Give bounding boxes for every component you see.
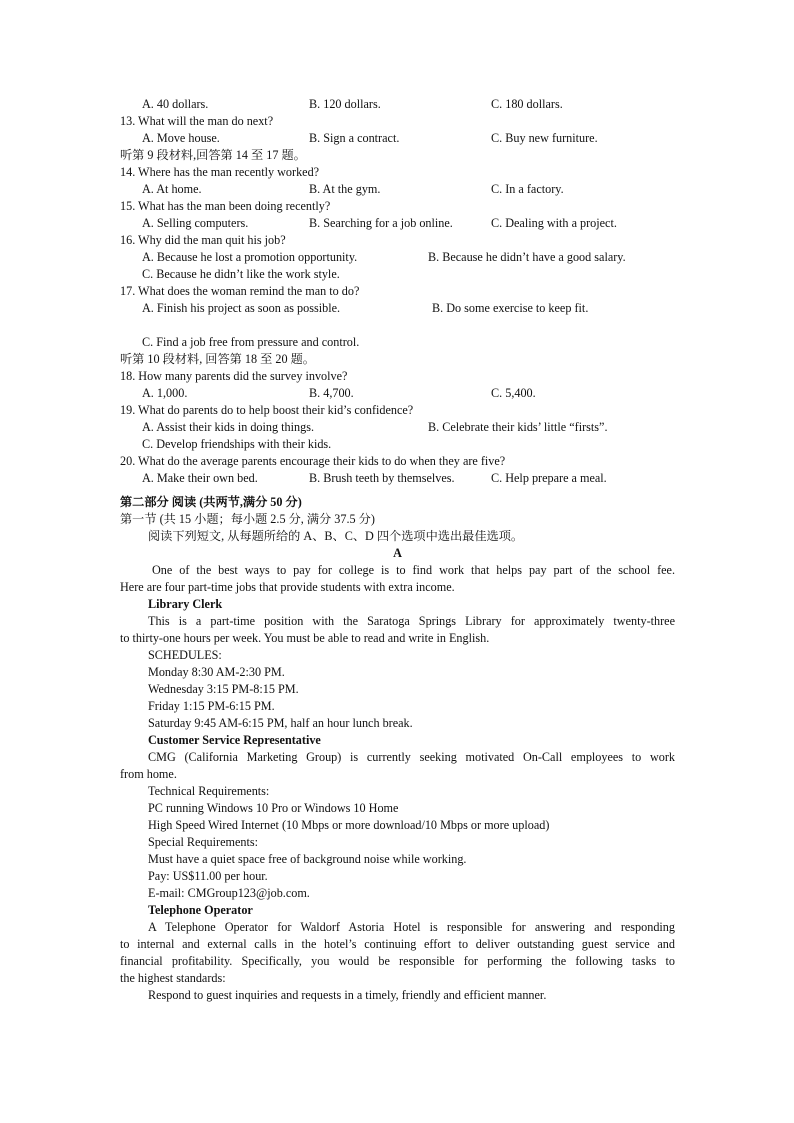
- passage-letter: A: [393, 546, 402, 560]
- q13-options: [120, 130, 675, 147]
- job1-schedule-item: Saturday 9:45 AM-6:15 PM, half an hour lunch break.: [148, 716, 413, 730]
- q20-option-a: A. Make their own bed.: [142, 471, 258, 485]
- job3-desc-line2: to internal and external calls in the hotel’s continuing effort to deliver outstanding guest service and: [120, 937, 675, 951]
- job3-task: Respond to guest inquiries and requests in a timely, friendly and efficient manner.: [148, 988, 547, 1002]
- q16-option-a: A. Because he lost a promotion opportunity.: [142, 250, 358, 264]
- exam-page: [120, 96, 675, 1004]
- q18-option-b: B. 4,700.: [309, 386, 354, 400]
- job2-desc-line2: from home.: [120, 767, 177, 781]
- q15-options: [120, 215, 675, 232]
- q17-option-b: B. Do some exercise to keep fit.: [432, 301, 589, 315]
- q16-option-b: B. Because he didn’t have a good salary.: [428, 250, 626, 264]
- job3-title: Telephone Operator: [148, 903, 253, 917]
- q13-option-b: B. Sign a contract.: [309, 131, 400, 145]
- section1-instruction: 阅读下列短文, 从每题所给的 A、B、C、D 四个选项中选出最佳选项。: [148, 529, 524, 543]
- job1-title: Library Clerk: [148, 597, 223, 611]
- job2-desc-line1: CMG (California Marketing Group) is currently seeking motivated On-Call employees to work: [148, 750, 675, 764]
- job1-desc-line1: This is a part-time position with the Saratoga Springs Library for approximately twenty-three: [148, 614, 675, 628]
- job1-schedules-label: SCHEDULES:: [148, 648, 222, 662]
- job1-schedule-item: Friday 1:15 PM-6:15 PM.: [148, 699, 275, 713]
- material-9-instruction: 听第 9 段材料,回答第 14 至 17 题。: [120, 148, 306, 162]
- q12-option-b: B. 120 dollars.: [309, 97, 381, 111]
- job2-tech-item: PC running Windows 10 Pro or Windows 10 Home: [148, 801, 399, 815]
- part2-title: 第二部分 阅读 (共两节,满分 50 分): [120, 495, 302, 509]
- q12-options: [120, 96, 675, 113]
- job2-title: Customer Service Representative: [148, 733, 321, 747]
- spacer: [120, 317, 675, 334]
- q17-option-a: A. Finish his project as soon as possible.: [142, 301, 341, 315]
- q14-option-b: B. At the gym.: [309, 182, 381, 196]
- q12-option-c: C. 180 dollars.: [491, 97, 563, 111]
- q20-question: 20. What do the average parents encourage their kids to do when they are five?: [120, 454, 506, 468]
- q19-question: 19. What do parents do to help boost their kid’s confidence?: [120, 403, 414, 417]
- q13-option-a: A. Move house.: [142, 131, 220, 145]
- q19-option-b: B. Celebrate their kids’ little “firsts”.: [428, 420, 608, 434]
- q19-option-a: A. Assist their kids in doing things.: [142, 420, 314, 434]
- q18-options: [120, 385, 675, 402]
- job2-tech-label: Technical Requirements:: [148, 784, 270, 798]
- q14-question: 14. Where has the man recently worked?: [120, 165, 320, 179]
- q20-option-b: B. Brush teeth by themselves.: [309, 471, 455, 485]
- q15-option-c: C. Dealing with a project.: [491, 216, 617, 230]
- q19-options-row1: [120, 419, 675, 436]
- section1-heading: 第一节 (共 15 小题；每小题 2.5 分, 满分 37.5 分): [120, 512, 375, 526]
- material-10-instruction: 听第 10 段材料, 回答第 18 至 20 题。: [120, 352, 315, 366]
- q17-options-row1: [120, 300, 675, 317]
- q20-options: [120, 470, 675, 487]
- job2-tech-item: High Speed Wired Internet (10 Mbps or more download/10 Mbps or more upload): [148, 818, 550, 832]
- q13-option-c: C. Buy new furniture.: [491, 131, 598, 145]
- q19-option-c: C. Develop friendships with their kids.: [142, 437, 332, 451]
- job3-desc-line3: financial profitability. Specifically, you would be responsible for performing the following tasks to: [120, 954, 675, 968]
- job1-schedule-item: Wednesday 3:15 PM-8:15 PM.: [148, 682, 299, 696]
- q18-option-a: A. 1,000.: [142, 386, 188, 400]
- job1-schedule-item: Monday 8:30 AM-2:30 PM.: [148, 665, 285, 679]
- q15-question: 15. What has the man been doing recently?: [120, 199, 331, 213]
- q18-question: 18. How many parents did the survey involve?: [120, 369, 348, 383]
- job2-special-label: Special Requirements:: [148, 835, 258, 849]
- q12-option-a: A. 40 dollars.: [142, 97, 209, 111]
- q17-option-c: C. Find a job free from pressure and control.: [142, 335, 360, 349]
- job3-desc-line1: A Telephone Operator for Waldorf Astoria Hotel is responsible for answering and responding: [148, 920, 675, 934]
- job2-special-item: Must have a quiet space free of background noise while working.: [148, 852, 467, 866]
- q14-option-a: A. At home.: [142, 182, 202, 196]
- q20-option-c: C. Help prepare a meal.: [491, 471, 607, 485]
- q15-option-b: B. Searching for a job online.: [309, 216, 453, 230]
- job2-pay: Pay: US$11.00 per hour.: [148, 869, 268, 883]
- passage-intro-line2: Here are four part-time jobs that provide students with extra income.: [120, 580, 455, 594]
- q14-options: [120, 181, 675, 198]
- job3-desc-line4: the highest standards:: [120, 971, 226, 985]
- q18-option-c: C. 5,400.: [491, 386, 536, 400]
- q16-question: 16. Why did the man quit his job?: [120, 233, 286, 247]
- q14-option-c: C. In a factory.: [491, 182, 564, 196]
- q15-option-a: A. Selling computers.: [142, 216, 249, 230]
- job1-desc-line2: to thirty-one hours per week. You must be able to read and write in English.: [120, 631, 490, 645]
- q13-question: 13. What will the man do next?: [120, 114, 274, 128]
- job2-email: E-mail: CMGroup123@job.com.: [148, 886, 310, 900]
- q16-options-row1: [120, 249, 675, 266]
- q17-question: 17. What does the woman remind the man to do?: [120, 284, 360, 298]
- passage-intro-line1: One of the best ways to pay for college is to find work that helps pay part of the school fee.: [152, 563, 675, 577]
- q16-option-c: C. Because he didn’t like the work style.: [142, 267, 340, 281]
